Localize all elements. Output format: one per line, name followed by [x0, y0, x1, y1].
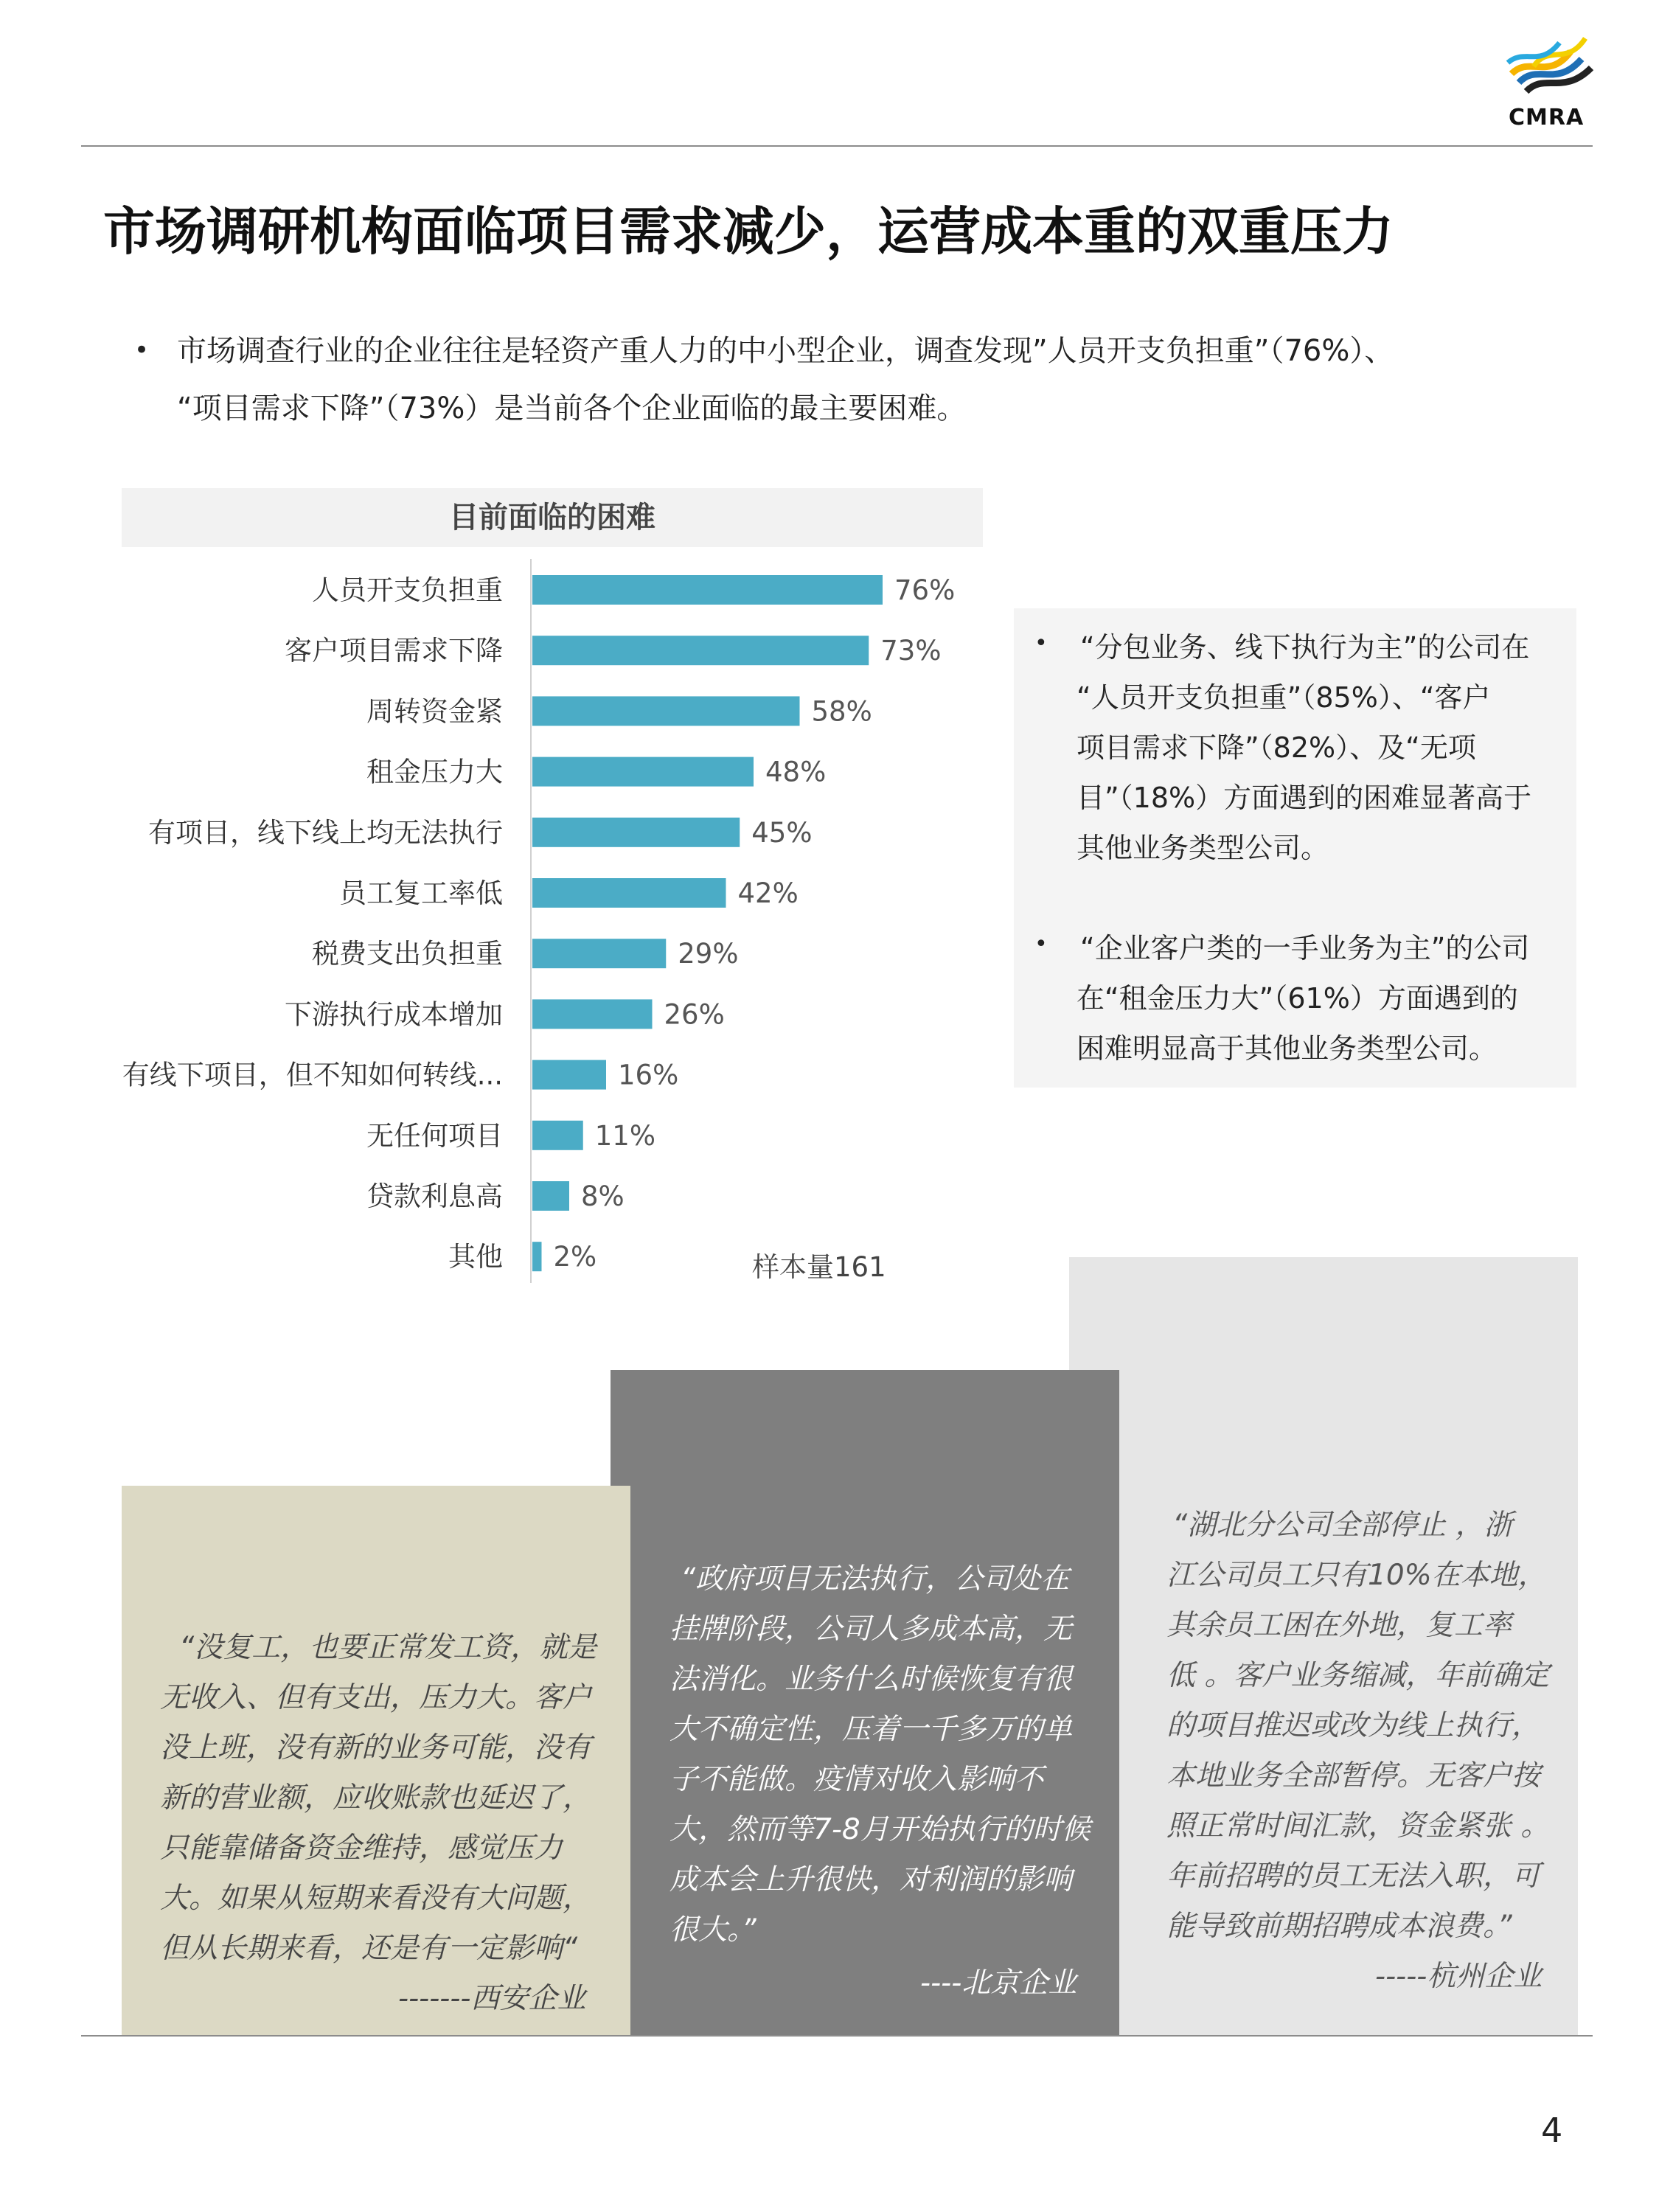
bar	[532, 1121, 583, 1150]
quote-line: “政府项目无法执行，公司处在	[681, 1562, 1070, 1596]
note1-bullet: •	[1034, 630, 1048, 656]
quote-line: 很大。”	[669, 1913, 757, 1947]
note1-line: “分包业务、线下执行为主”的公司在	[1080, 631, 1530, 664]
value-label: 11%	[594, 1119, 655, 1152]
quote-line: 新的营业额，应收账款也延迟了，	[160, 1781, 592, 1815]
value-label: 73%	[880, 635, 942, 667]
category-label: 周转资金紧	[366, 695, 503, 728]
bar	[532, 939, 666, 968]
quote-panel-xian	[122, 1486, 630, 2035]
bar	[532, 818, 740, 847]
quote-line: 大，然而等7-8月开始执行的时候	[669, 1813, 1091, 1846]
bar	[532, 878, 726, 908]
intro-line-2: “项目需求下降”（73%）是当前各个企业面临的最主要困难。	[177, 392, 967, 425]
intro-bullet: •	[134, 335, 150, 365]
value-label: 48%	[765, 756, 827, 788]
quote-line: 大不确定性，压着一千多万的单	[669, 1713, 1073, 1746]
quote-line: 无收入、但有支出，压力大。客户	[160, 1681, 592, 1714]
value-label: 29%	[678, 938, 739, 970]
category-label: 有项目，线下线上均无法执行	[148, 816, 503, 849]
value-label: 26%	[664, 998, 725, 1031]
sample-size-annotation: 样本量161	[752, 1251, 886, 1283]
quote-source: -------西安企业	[398, 1982, 586, 2015]
cmra-logo	[1504, 22, 1600, 140]
bar	[532, 575, 883, 605]
quote-line: 只能靠储备资金维持，感觉压力	[160, 1832, 563, 1865]
value-label: 45%	[751, 816, 813, 849]
note2-bullet: •	[1034, 931, 1048, 957]
quote-line: 成本会上升很快，对利润的影响	[669, 1863, 1073, 1896]
bar	[532, 999, 653, 1029]
quote-line: 法消化。业务什么时候恢复有很	[669, 1663, 1073, 1696]
category-label: 员工复工率低	[339, 877, 503, 909]
value-label: 8%	[581, 1180, 625, 1212]
quote-panel-beijing	[611, 1370, 1119, 2035]
note2-line: “企业客户类的一手业务为主”的公司	[1080, 932, 1530, 964]
bar	[532, 696, 800, 726]
quote-line: 其余员工困在外地，复工率	[1166, 1609, 1512, 1642]
value-label: 42%	[737, 877, 799, 909]
bar	[532, 1060, 606, 1090]
quote-line: 本地业务全部暂停。无客户按	[1166, 1759, 1541, 1792]
note1-line: 目”（18%）方面遇到的困难显著高于	[1077, 782, 1532, 814]
notes-box	[1014, 608, 1576, 1088]
quote-line: 挂牌阶段，公司人多成本高，无	[669, 1613, 1073, 1646]
category-label: 贷款利息高	[366, 1180, 503, 1212]
quote-line: 的项目推迟或改为线上执行，	[1166, 1709, 1541, 1742]
quote-line: “没复工，也要正常发工资，就是	[179, 1631, 597, 1664]
page-number: 4	[1541, 2110, 1563, 2150]
bar-chart	[0, 546, 988, 1283]
quote-line: 江公司员工只有10%在本地，	[1166, 1559, 1547, 1592]
category-label: 其他	[448, 1241, 503, 1273]
category-label: 有线下项目，但不知如何转线...	[122, 1059, 503, 1091]
chart-header	[122, 488, 983, 547]
value-label: 58%	[811, 695, 872, 728]
top-divider	[81, 145, 1593, 147]
bar	[532, 757, 754, 787]
value-label: 2%	[553, 1241, 597, 1273]
value-label: 76%	[894, 574, 956, 606]
note2-line: 困难明显高于其他业务类型公司。	[1077, 1032, 1498, 1065]
quote-line: 子不能做。疫情对收入影响不	[669, 1763, 1044, 1796]
bottom-divider	[81, 2035, 1593, 2037]
category-label: 下游执行成本增加	[285, 998, 503, 1031]
quote-line: 能导致前期招聘成本浪费。”	[1166, 1910, 1512, 1943]
quote-line: 没上班，没有新的业务可能，没有	[160, 1731, 592, 1764]
category-label: 租金压力大	[366, 756, 503, 788]
quote-panel-hangzhou	[1069, 1257, 1578, 2035]
value-label: 16%	[618, 1059, 679, 1091]
bar	[532, 636, 869, 665]
quote-line: 年前招聘的员工无法入职，可	[1166, 1860, 1541, 1893]
category-label: 无任何项目	[366, 1119, 503, 1152]
category-label: 税费支出负担重	[312, 938, 503, 970]
note1-line: “人员开支负担重”（85%）、“客户	[1077, 681, 1491, 714]
chart-title: 目前面临的困难	[449, 501, 655, 535]
page-title: 市场调研机构面临项目需求减少，运营成本重的双重压力	[103, 201, 1394, 262]
quote-line: 照正常时间汇款，资金紧张 。	[1166, 1809, 1550, 1843]
quote-line: 但从长期来看，还是有一定影响“	[160, 1932, 578, 1965]
quote-source: ----北京企业	[920, 1966, 1077, 2000]
quote-line: 大。如果从短期来看没有大问题，	[160, 1882, 592, 1915]
note1-line: 其他业务类型公司。	[1077, 832, 1329, 864]
logo-text: CMRA	[1509, 105, 1585, 131]
intro-line-1: 市场调查行业的企业往往是轻资产重人力的中小型企业，调查发现”人员开支负担重”（76%）、	[177, 334, 1394, 368]
logo-wave-icon	[1504, 22, 1600, 103]
note1-line: 项目需求下降”（82%）、及“无项	[1077, 731, 1476, 764]
quote-line: 低 。客户业务缩减，年前确定	[1166, 1659, 1550, 1692]
note2-line: 在“租金压力大”（61%）方面遇到的	[1077, 982, 1518, 1015]
category-label: 客户项目需求下降	[285, 635, 503, 667]
category-label: 人员开支负担重	[312, 574, 503, 606]
bar	[532, 1181, 569, 1211]
quote-source: -----杭州企业	[1375, 1960, 1543, 1993]
quote-line: “湖北分公司全部停止 ，浙	[1172, 1509, 1513, 1542]
bar	[532, 1242, 542, 1271]
